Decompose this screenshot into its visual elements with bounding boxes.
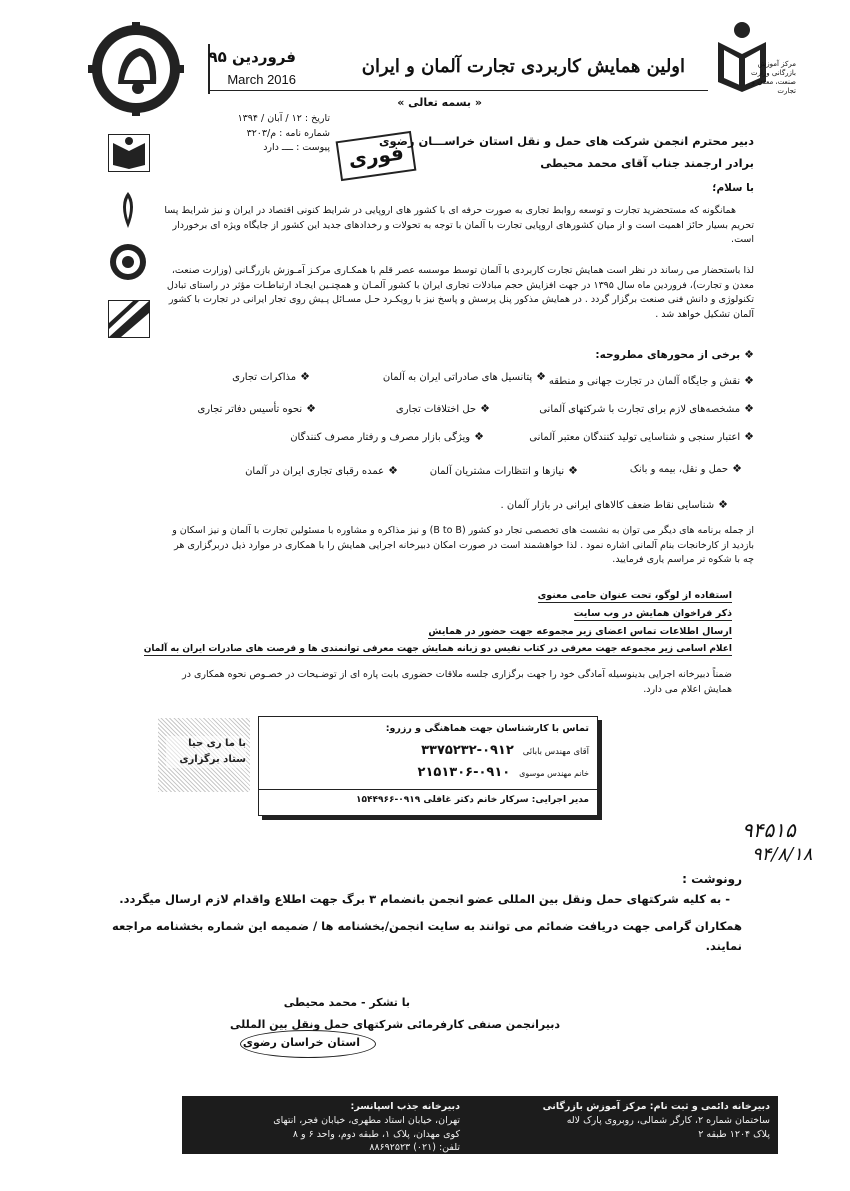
recipient-line-2: برادر ارجمند جناب آقای محمد محیطی [540, 156, 754, 170]
diamond-bullet-icon: ❖ [744, 430, 754, 443]
topic-item: ❖اعتبار سنجی و شناسایی تولید کنندگان معتبر آلمانی [529, 430, 754, 443]
topic-item: ❖نقش و جایگاه آلمان در تجارت جهانی و منطقه [548, 374, 754, 387]
footer-bar [182, 1096, 778, 1154]
date-fa: فروردین ۹۵ [208, 48, 296, 66]
footer-left-address-2: کوی مهدان، پلاک ۱، طبقه دوم، واحد ۶ و ۸ [292, 1128, 460, 1140]
diamond-bullet-icon: ❖ [744, 348, 754, 361]
invocation: « بسمه تعالی » [397, 96, 482, 109]
book-logo-icon [109, 135, 149, 171]
topic-item: ❖پتانسیل های صادراتی ایران به آلمان [382, 370, 546, 383]
bell-logo-icon [88, 22, 184, 116]
signature-thanks: با تشکر - محمد محیطی [283, 996, 410, 1009]
body-paragraph-2: لذا باستحضار می رساند در نظر است همایش تجارت کاربردی با آلمان توسط موسسه عصر قلم با همکـاری مرکـز آمـوزش بازرگـانی (وزارت صنعت، معدن و تجارت)، فروردین ماه سال ۱۳۹۵ در جهت افزایش حجم مبادلات تجاری ایران با کشور آلمـان و همچنـین ایجـاد ارتباطـات مؤثر در راستای تبادل تکنولوژی و دانش فنی صنعت برگزار گردد . در همایش مذکور پنل پرسش و پاسخ نیز با رویکـرد حـل مسـائل پـیش روی تجار ایرانی در تجارت با کشور آلمان تشکیل خواهد شد . [166, 265, 754, 321]
diamond-bullet-icon: ❖ [388, 464, 398, 477]
body-paragraph-1: همانگونه که مستحضرید تجارت و توسعه روابط تجاری به صورت حرفه ای با کشور های اروپایی در شرایط کنونی اقتصاد در ایران و نیز شرایط پسا تحریم بسیار حائز اهمیت است و از میان کشورهای اروپایی تجارت با آلمان با توجه به تحولات و رخدادهای جدید این کشور از جایگاه ویژه ای برخوردار است. [164, 205, 754, 246]
wheat-logo-icon [108, 190, 148, 230]
contact-phone-1: ۰۹۱۲-۳۳۷۵۲۳۲ [421, 743, 514, 758]
sponsor-logo-3 [108, 242, 148, 286]
footer-left-address-1: تهران، خیابان استاد مطهری، خیابان فجر، انتهای [273, 1114, 460, 1126]
topic-item: ❖شناسایی نقاط ضعف کالاهای ایرانی در بازار آلمان . [500, 498, 728, 511]
org-caption: مرکز آموزش بازرگانی وزارت صنعت، معدن و تجارت [751, 60, 796, 96]
cooperation-item: ارسال اطلاعات تماس اعضای زیر مجموعه جهت حضور در همایش [428, 626, 732, 637]
meta-number: شماره نامه : م/۳۲۰۳ [246, 127, 330, 139]
signature-title: دبیرانجمن صنفی کارفرمائی شرکتهای حمل ونقل بین المللی [229, 1018, 560, 1031]
meta-date: تاریخ : ۱۲ / آبان / ۱۳۹۴ [237, 113, 330, 124]
topic-item: ❖حمل و نقل، بیمه و بانک [629, 462, 742, 475]
footer-right-address-2: پلاک ۱۲۰۴ طبقه ۲ [698, 1128, 770, 1140]
topic-item: ❖مذاکرات تجاری [232, 370, 310, 383]
diamond-bullet-icon: ❖ [480, 402, 490, 415]
topics-heading-text: برخی از محورهای مطروحه: [595, 349, 741, 361]
diamond-bullet-icon: ❖ [536, 370, 546, 383]
letter-meta [210, 112, 330, 156]
sponsor-logo-1 [108, 134, 150, 172]
organizer-stamp-text: با ما ری حیا ستاد برگزاری [166, 736, 246, 768]
contact-person-2-name: خانم مهندس موسوی [519, 769, 589, 778]
sponsor-logo-4 [108, 300, 150, 338]
transcript-line-2: همکاران گرامی جهت دریافت ضمائم می توانند به سایت انجمن/بخشنامه ها / ضمیمه این شماره بخشنامه مراجعه نمایند. [111, 919, 742, 954]
date-box [208, 44, 300, 94]
transcript-heading: رونوشت : [682, 872, 742, 886]
diamond-bullet-icon: ❖ [732, 462, 742, 475]
contact-title: تماس با کارشناسان جهت هماهنگی و رزرو: [385, 723, 589, 734]
contact-manager: مدیر اجرایی: سرکار خانم دکتر غافلی ۰۹۱۹-۱۵۴۴۹۶۶ [356, 795, 589, 805]
topics-heading [595, 348, 754, 361]
diamond-bullet-icon: ❖ [744, 402, 754, 415]
conference-title: اولین همایش کاربردی تجارت آلمان و ایران [361, 56, 685, 77]
topic-item: ❖ویژگی بازار مصرف و رفتار مصرف کنندگان [290, 430, 484, 443]
greeting: با سلام؛ [712, 182, 754, 194]
diamond-bullet-icon: ❖ [300, 370, 310, 383]
diamond-bullet-icon: ❖ [568, 464, 578, 477]
handwritten-number-1: ۹۴۵۱۵ [742, 818, 796, 842]
diagonal-logo-icon [109, 301, 149, 337]
cooperation-item: استفاده از لوگو، تحت عنوان حامی معنوی [537, 590, 732, 601]
meta-attachment: پیوست : ــــ دارد [263, 142, 330, 154]
urgent-stamp-text: فوری [346, 140, 406, 172]
body-paragraph-4: ضمناً دبیرخانه اجرایی بدینوسیله آمادگی خود را جهت برگزاری جلسه ملاقات حضوری بابت پاره ای از توضـیحات در خصـوص نحوه همکاری در همایش اعلام می دارد. [182, 669, 732, 695]
footer-right-address-1: ساختمان شماره ۲، کارگر شمالی، روبروی پارک لاله [566, 1114, 770, 1126]
footer-right-title: دبیرخانه دائمی و ثبت نام: مرکز آموزش بازرگانی [542, 1101, 770, 1112]
signature-province: استان خراسان رضوی [242, 1036, 360, 1049]
body-paragraph-3: از جمله برنامه های دیگر می توان به نشست های تخصصی تجار دو کشور (B to B) و نیز مذاکره و مشاوره با مسئولین تجارت با آلمان و نیز اسکان و بازدید از کارخانجات بنام آلمانی اشاره نمود . لذا خواهشمند است در صورت امکان دبیرخانه اجرایی همایش را با همکاری در موارد ذیل دربرگزاری هر چه با شکوه تر مراسم یاری فرمایید. [172, 525, 754, 566]
recipient-line-1: دبیر محترم انجمن شرکت های حمل و نقل استان خراســـان رضوی [378, 134, 754, 148]
diamond-bullet-icon: ❖ [306, 402, 316, 415]
date-en: March 2016 [227, 72, 296, 87]
topic-item: ❖مشخصه‌های لازم برای تجارت با شرکتهای آلمانی [539, 402, 754, 415]
footer-left-phone: تلفن: (۰۲۱) ۸۸۶۹۲۵۲۳ [369, 1142, 460, 1154]
contact-phone-2: ۰۹۱۰-۲۱۵۱۳۰۶ [417, 765, 511, 780]
topic-item: ❖عمده رقبای تجاری ایران در آلمان [245, 464, 398, 477]
footer-right [543, 1100, 770, 1141]
footer-left-title: دبیرخانه جذب اسپانسر: [350, 1101, 460, 1112]
cooperation-item: ذکر فراخوان همایش در وب سایت [573, 608, 732, 619]
emblem-logo-icon [108, 242, 148, 286]
topic-item: ❖حل اختلافات تجاری [395, 402, 490, 415]
footer-left [273, 1100, 460, 1155]
contact-person-1-name: آقای مهندس بابائی [522, 747, 589, 757]
transcript-line-1: - به کلیه شرکتهای حمل ونقل بین المللی عضو انجمن بانضمام ۳ برگ جهت اطلاع واقدام لازم ارسال میگردد. [119, 892, 730, 906]
contact-person-1 [421, 743, 589, 758]
topic-item: ❖نیازها و انتظارات مشتریان آلمان [429, 464, 578, 477]
diamond-bullet-icon: ❖ [474, 430, 484, 443]
topic-item: ❖نحوه تأسیس دفاتر تجاری [197, 402, 316, 415]
header-rule [208, 90, 708, 91]
diamond-bullet-icon: ❖ [744, 374, 754, 387]
sponsor-logo-2 [108, 190, 148, 230]
contact-box [258, 716, 598, 816]
diamond-bullet-icon: ❖ [718, 498, 728, 511]
contact-person-2 [418, 765, 589, 780]
conference-logo [88, 22, 184, 116]
handwritten-number-2: ۹۴/۸/۱۸ [752, 844, 813, 865]
cooperation-item: اعلام اسامی زیر مجموعه جهت معرفی در کتاب نفیس دو زبانه همایش جهت معرفی توانمندی ها و فرصت های صادرات ایران به آلمان [143, 644, 732, 654]
